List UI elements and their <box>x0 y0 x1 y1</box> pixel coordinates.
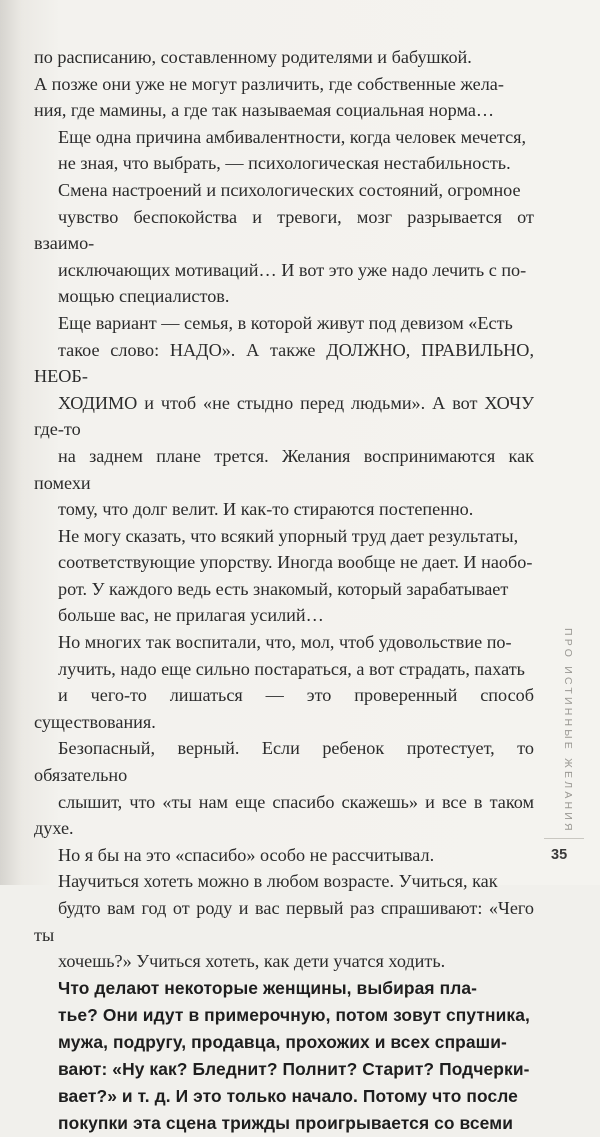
paragraph <box>34 868 534 974</box>
text-line: Не могу сказать, что всякий упорный труд дает результаты, <box>58 525 519 546</box>
text-line: на заднем плане трется. Желания воспринимаются как помехи <box>34 445 534 493</box>
text-line: Научиться хотеть можно в любом возрасте. Учиться, как <box>58 871 498 892</box>
text-line: ХОДИМО и чтоб «не стыдно перед людьми». А вот ХОЧУ где-то <box>34 392 534 440</box>
text-line: Что делают некоторые женщины, выбирая пла- <box>58 977 478 998</box>
text-line: вает?» и т. д. И это только начало. Потому что после <box>58 1085 518 1106</box>
paragraph <box>34 44 534 124</box>
paragraph <box>34 629 534 868</box>
paragraph <box>34 124 534 310</box>
text-line: Но я бы на это «спасибо» особо не рассчитывал. <box>58 844 435 865</box>
text-line: больше вас, не прилагая усилий… <box>58 605 324 626</box>
text-line: Еще одна причина амбивалентности, когда человек мечется, <box>58 126 527 147</box>
text-line: тье? Они идут в примерочную, потом зовут спутника, <box>58 1004 530 1025</box>
text-line: Безопасный, верный. Если ребенок протестует, то обязательно <box>34 738 534 786</box>
text-line: Еще вариант — семья, в которой живут под девизом «Есть <box>58 312 513 333</box>
text-line: Но многих так воспитали, что, мол, чтоб удовольствие по- <box>58 632 512 653</box>
text-line: хочешь?» Учиться хотеть, как дети учатся ходить. <box>58 951 446 972</box>
text-line: мощью специалистов. <box>58 286 230 307</box>
body-text <box>34 44 534 1137</box>
text-line: тому, что долг велит. И как-то стираются постепенно. <box>58 499 474 520</box>
folio-divider <box>544 838 584 839</box>
text-line: будто вам год от роду и вас первый раз спрашивают: «Чего ты <box>34 898 534 945</box>
text-line: исключающих мотиваций… И вот это уже надо лечить с по- <box>58 259 527 280</box>
text-line: по расписанию, составленному родителями и бабушкой. <box>34 47 472 67</box>
text-line: чувство беспокойства и тревоги, мозг разрывается от взаимо- <box>34 206 534 254</box>
text-line: покупки эта сцена трижды проигрывается со всеми <box>58 1112 513 1133</box>
text-line: такое слово: НАДО». А также ДОЛЖНО, ПРАВИЛЬНО, НЕОБ- <box>34 339 534 387</box>
text-line: вают: «Ну как? Бледнит? Полнит? Старит? Подчерки- <box>58 1058 530 1079</box>
paragraph <box>34 523 534 629</box>
text-line: лучить, надо еще сильно постараться, а вот страдать, пахать <box>58 658 525 679</box>
text-line: ния, где мамины, а где так называемая социальная норма… <box>34 100 495 121</box>
paragraph <box>34 310 534 523</box>
text-line: и чего-то лишаться — это проверенный способ существования. <box>34 685 534 732</box>
text-line: Смена настроений и психологических состояний, огромное <box>58 179 521 200</box>
text-line: соответствующие упорству. Иногда вообще не дает. И наобо- <box>58 552 533 573</box>
text-line: не зная, что выбрать, — психологическая нестабильность. <box>58 153 511 174</box>
bold-paragraph <box>34 975 534 1137</box>
text-line: А позже они уже не могут различить, где собственные жела- <box>34 73 504 94</box>
text-line: рот. У каждого ведь есть знакомый, который зарабатывает <box>58 578 509 599</box>
running-head: ПРО ИСТИННЫЕ ЖЕЛАНИЯ <box>562 628 574 834</box>
text-line: слышит, что «ты нам еще спасибо скажешь» и все в таком духе. <box>34 791 534 839</box>
text-line: мужа, подругу, продавца, прохожих и всех спраши- <box>58 1031 507 1052</box>
page-number: 35 <box>551 847 568 863</box>
